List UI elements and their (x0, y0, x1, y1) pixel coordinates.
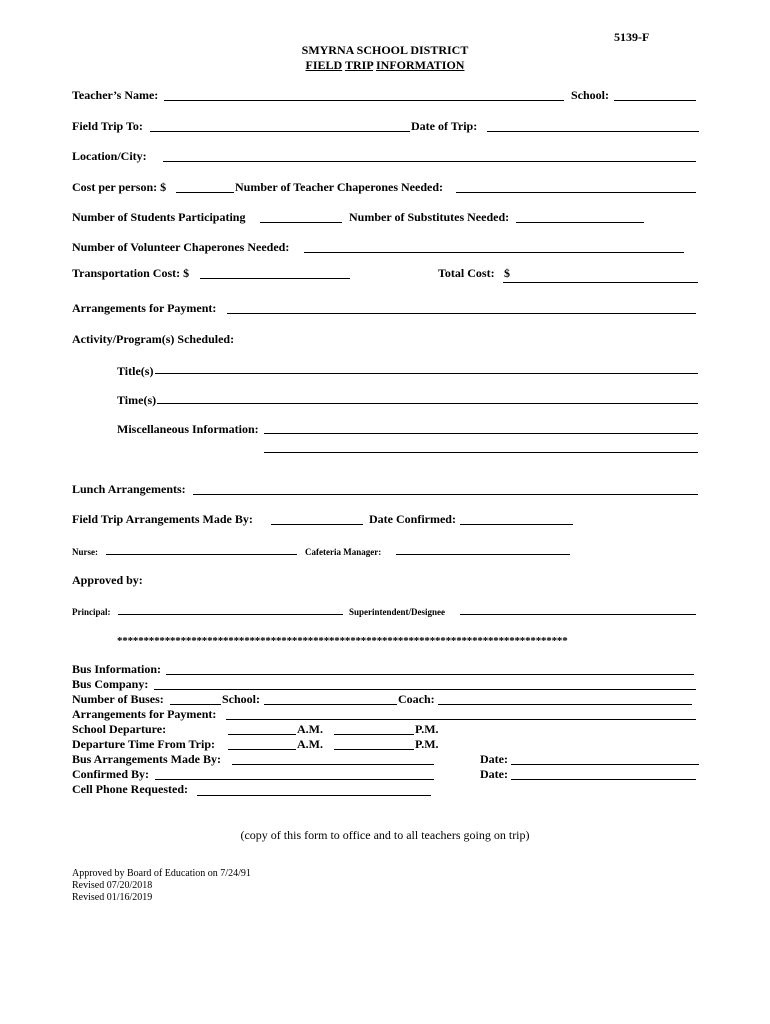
district-name: SMYRNA SCHOOL DISTRICT (301, 43, 469, 57)
school-field[interactable] (614, 100, 696, 101)
transportation-cost-label: Transportation Cost: $ (72, 266, 190, 280)
confirmed-by-label: Confirmed By: (72, 767, 149, 781)
arrangements-made-by-field[interactable] (271, 524, 363, 525)
transportation-cost-field[interactable] (200, 278, 350, 279)
date-of-trip-label: Date of Trip: (411, 119, 478, 133)
school-departure-pm-field[interactable] (334, 734, 414, 735)
nurse-field[interactable] (106, 554, 297, 555)
teacher-chaperones-field[interactable] (456, 192, 696, 193)
school-departure-am-field[interactable] (228, 734, 296, 735)
departure-time-am-field[interactable] (228, 749, 296, 750)
confirmed-date-field[interactable] (511, 779, 696, 780)
times-label: Time(s) (117, 393, 157, 407)
bus-information-field[interactable] (166, 674, 694, 675)
misc-info-field[interactable] (264, 433, 698, 434)
date-of-trip-field[interactable] (487, 131, 699, 132)
bus-arrangements-made-by-field[interactable] (232, 764, 434, 765)
teachers-name-field[interactable] (164, 100, 564, 101)
teachers-name-label: Teacher’s Name: (72, 88, 159, 102)
location-city-label: Location/City: (72, 149, 147, 163)
substitutes-needed-label: Number of Substitutes Needed: (349, 210, 510, 224)
form-title-word: FIELD (305, 58, 343, 72)
revision-date-2: Revised 01/16/2019 (72, 892, 153, 903)
cell-phone-label: Cell Phone Requested: (72, 782, 188, 796)
bus-arrangements-date-field[interactable] (511, 764, 699, 765)
copy-note: (copy of this form to office and to all teachers going on trip) (240, 828, 530, 842)
volunteer-chaperones-label: Number of Volunteer Chaperones Needed: (72, 240, 290, 254)
coach-field[interactable] (438, 704, 692, 705)
bus-company-label: Bus Company: (72, 677, 149, 691)
arrangements-made-by-label: Field Trip Arrangements Made By: (72, 512, 253, 526)
titles-field[interactable] (155, 373, 698, 374)
superintendent-field[interactable] (460, 614, 696, 615)
total-cost-field[interactable] (503, 282, 698, 283)
students-participating-field[interactable] (260, 222, 342, 223)
departure-time-am-label: A.M. (297, 737, 323, 751)
date-confirmed-field[interactable] (460, 524, 573, 525)
superintendent-label: Superintendent/Designee (349, 607, 446, 617)
confirmed-date-label: Date: (480, 767, 508, 781)
cafeteria-manager-label: Cafeteria Manager: (305, 547, 382, 557)
form-title (270, 58, 500, 72)
school-departure-label: School Departure: (72, 722, 167, 736)
confirmed-by-field[interactable] (155, 779, 434, 780)
students-participating-label: Number of Students Participating (72, 210, 246, 224)
field-trip-to-label: Field Trip To: (72, 119, 143, 133)
school-departure-pm-label: P.M. (415, 722, 439, 736)
number-of-buses-field[interactable] (170, 704, 221, 705)
bus-information-label: Bus Information: (72, 662, 162, 676)
cafeteria-manager-field[interactable] (396, 554, 570, 555)
substitutes-needed-field[interactable] (516, 222, 644, 223)
total-cost-label: Total Cost: (438, 266, 495, 280)
bus-arrangements-date-label: Date: (480, 752, 508, 766)
date-confirmed-label: Date Confirmed: (369, 512, 456, 526)
coach-label: Coach: (398, 692, 435, 706)
number-of-buses-label: Number of Buses: (72, 692, 164, 706)
field-trip-to-field[interactable] (150, 131, 410, 132)
departure-time-pm-field[interactable] (334, 749, 414, 750)
form-number: 5139-F (614, 30, 650, 44)
revision-date-1: Revised 07/20/2018 (72, 880, 153, 891)
bus-school-field[interactable] (264, 704, 397, 705)
bus-arrangements-payment-label: Arrangements for Payment: (72, 707, 217, 721)
cell-phone-field[interactable] (197, 795, 431, 796)
arrangements-payment-field[interactable] (227, 313, 696, 314)
lunch-arrangements-field[interactable] (193, 494, 698, 495)
school-label: School: (571, 88, 610, 102)
principal-label: Principal: (72, 607, 111, 617)
bus-company-field[interactable] (154, 689, 696, 690)
bus-arrangements-payment-field[interactable] (226, 719, 696, 720)
school-departure-am-label: A.M. (297, 722, 323, 736)
departure-time-pm-label: P.M. (415, 737, 439, 751)
total-cost-currency: $ (504, 266, 510, 280)
cost-per-person-field[interactable] (176, 192, 234, 193)
principal-field[interactable] (118, 614, 343, 615)
times-field[interactable] (157, 403, 698, 404)
departure-time-label: Departure Time From Trip: (72, 737, 215, 751)
approved-by-label: Approved by: (72, 573, 143, 587)
bus-school-label: School: (222, 692, 261, 706)
approval-date: Approved by Board of Education on 7/24/91 (72, 868, 251, 879)
section-separator: ************************************************************************************* (117, 635, 568, 647)
lunch-arrangements-label: Lunch Arrangements: (72, 482, 186, 496)
volunteer-chaperones-field[interactable] (304, 252, 684, 253)
bus-arrangements-made-by-label: Bus Arrangements Made By: (72, 752, 221, 766)
teacher-chaperones-label: Number of Teacher Chaperones Needed: (235, 180, 443, 194)
nurse-label: Nurse: (72, 547, 98, 557)
form-title-word: TRIP (345, 58, 374, 72)
form-title-word: INFORMATION (376, 58, 465, 72)
misc-info-field-2[interactable] (264, 452, 698, 453)
titles-label: Title(s) (117, 364, 154, 378)
activity-programs-label: Activity/Program(s) Scheduled: (72, 332, 235, 346)
misc-info-label: Miscellaneous Information: (117, 422, 259, 436)
arrangements-payment-label: Arrangements for Payment: (72, 301, 217, 315)
location-city-field[interactable] (163, 161, 696, 162)
cost-per-person-label: Cost per person: $ (72, 180, 167, 194)
